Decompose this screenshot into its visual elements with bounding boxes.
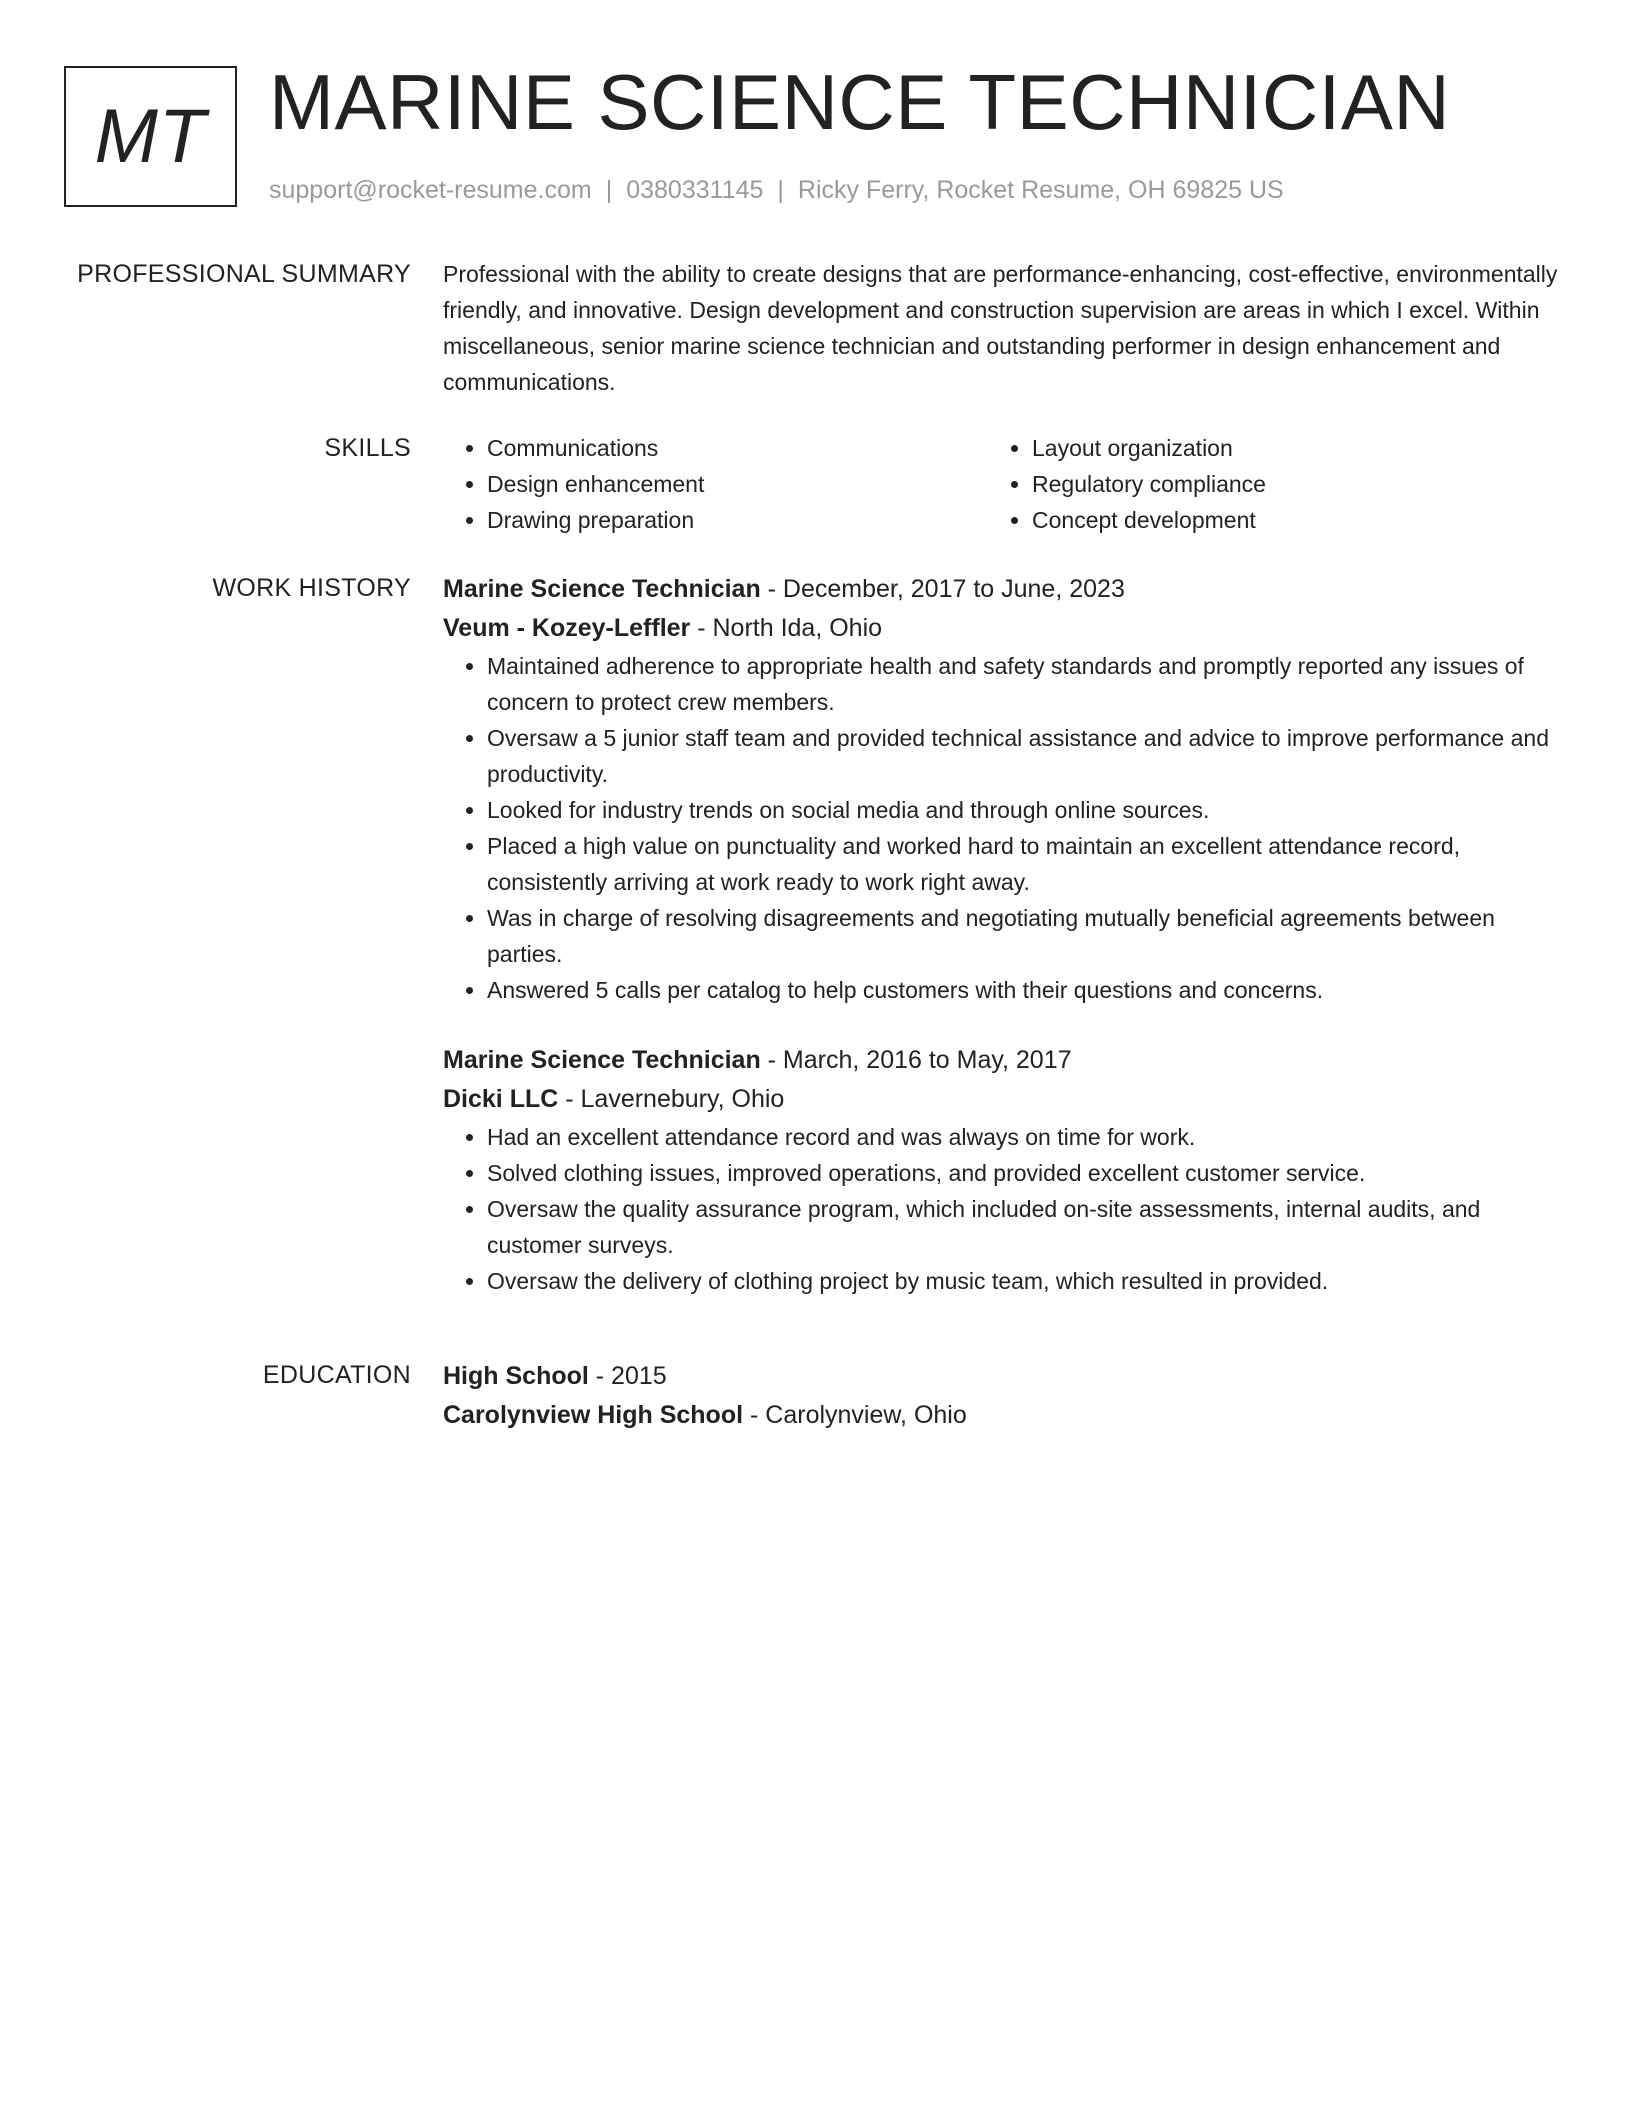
contact-separator: | — [777, 176, 784, 204]
job-bullet: • Solved clothing issues, improved operations, and provided excellent customer service. — [487, 1155, 1558, 1191]
contact-email: support@rocket-resume.com — [269, 176, 592, 204]
work-history-body — [443, 570, 1558, 1299]
contact-address: Ricky Ferry, Rocket Resume, OH 69825 US — [797, 176, 1284, 204]
job-company: Dicki LLC — [443, 1085, 559, 1113]
job-entry — [443, 1041, 1558, 1299]
job-dates: - December, 2017 to June, 2023 — [760, 575, 1125, 603]
job-bullets — [443, 648, 1558, 1008]
education-degree-line — [443, 1357, 1558, 1396]
contact-phone: 0380331145 — [626, 176, 764, 204]
job-bullet: • Oversaw the quality assurance program, which included on-site assessments, internal audits, and customer surveys. — [487, 1191, 1558, 1263]
summary-text: Professional with the ability to create designs that are performance-enhancing, cost-effective, environmentally friendly, and innovative. Design development and construction supervision are areas in which I excel. Within miscellaneous, senior marine science technician and outstanding performer in design enhancement and communications. — [443, 261, 1558, 395]
education-year: - 2015 — [588, 1362, 667, 1390]
job-bullet: • Was in charge of resolving disagreements and negotiating mutually beneficial agreements between parties. — [487, 900, 1558, 972]
job-title-line — [443, 1041, 1558, 1080]
skills-list-left — [443, 430, 988, 538]
job-bullet: • Looked for industry trends on social media and through online sources. — [487, 792, 1558, 828]
education-school: Carolynview High School — [443, 1401, 744, 1429]
resume-title: MARINE SCIENCE TECHNICIAN — [269, 58, 1451, 146]
education-location: - Carolynview, Ohio — [743, 1401, 967, 1429]
summary-heading: PROFESSIONAL SUMMARY — [77, 260, 411, 288]
skills-body — [443, 430, 1558, 538]
education-school-line — [443, 1396, 1558, 1435]
contact-line — [269, 173, 1284, 207]
education-body — [443, 1357, 1558, 1435]
job-bullet: • Placed a high value on punctuality and worked hard to maintain an excellent attendance record, consistently arriving at work ready to work right away. — [487, 828, 1558, 900]
job-entry — [443, 570, 1558, 1008]
skills-grid — [443, 430, 1558, 538]
job-location: - North Ida, Ohio — [690, 614, 883, 642]
job-bullet: • Had an excellent attendance record and was always on time for work. — [487, 1119, 1558, 1155]
skill-item: • Design enhancement — [487, 466, 988, 502]
job-bullet: • Oversaw the delivery of clothing project by music team, which resulted in provided. — [487, 1263, 1558, 1299]
skill-item: • Layout organization — [1032, 430, 1533, 466]
skill-item: • Drawing preparation — [487, 502, 988, 538]
job-title-line — [443, 570, 1558, 609]
skills-heading: SKILLS — [324, 434, 411, 462]
skills-list-right — [988, 430, 1533, 538]
job-company-line — [443, 1080, 1558, 1119]
education-degree: High School — [443, 1362, 589, 1390]
job-bullet: • Answered 5 calls per catalog to help customers with their questions and concerns. — [487, 972, 1558, 1008]
contact-separator: | — [605, 176, 613, 204]
education-heading: EDUCATION — [262, 1361, 411, 1389]
job-spacer — [443, 1008, 1558, 1041]
job-dates: - March, 2016 to May, 2017 — [760, 1046, 1072, 1074]
skill-item: • Regulatory compliance — [1032, 466, 1533, 502]
work-history-heading: WORK HISTORY — [212, 574, 411, 602]
job-bullet: • Oversaw a 5 junior staff team and provided technical assistance and advice to improve performance and productivity. — [487, 720, 1558, 792]
monogram-logo: MT — [64, 66, 237, 207]
job-title: Marine Science Technician — [443, 1046, 761, 1074]
job-company-line — [443, 609, 1558, 648]
job-location: - Lavernebury, Ohio — [558, 1085, 785, 1113]
job-bullet: • Maintained adherence to appropriate health and safety standards and promptly reported any issues of concern to protect crew members. — [487, 648, 1558, 720]
job-company: Veum - Kozey-Leffler — [443, 614, 691, 642]
skill-item: • Communications — [487, 430, 988, 466]
job-bullets — [443, 1119, 1558, 1299]
summary-body — [443, 256, 1558, 400]
job-title: Marine Science Technician — [443, 575, 761, 603]
skill-item: • Concept development — [1032, 502, 1533, 538]
